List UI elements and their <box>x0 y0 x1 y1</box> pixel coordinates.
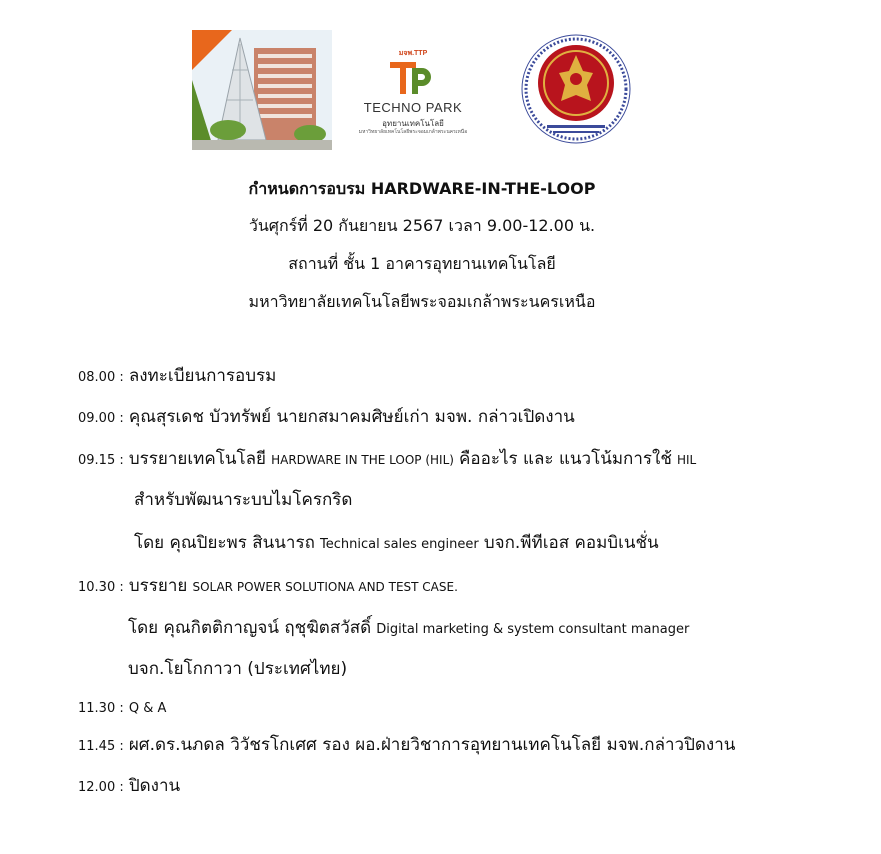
event-date: วันศุกร์ที่ 20 กันยายน 2567 เวลา 9.00-12.00 น. <box>248 216 596 235</box>
schedule-topic: HIL <box>676 453 697 467</box>
speaker-role: Technical sales engineer <box>319 537 479 552</box>
schedule-text: บรรยายเทคโนโลยี <box>128 449 266 469</box>
schedule-topic: SOLAR POWER SOLUTIONA AND TEST CASE. <box>192 580 458 594</box>
schedule-row-1030 <box>78 575 458 599</box>
schedule-time: 12.00 : <box>78 780 124 795</box>
event-title: กำหนดการอบรม HARDWARE-IN-THE-LOOP <box>248 179 596 198</box>
schedule-0915-line2 <box>134 489 352 511</box>
techno-park-tagline: มหาวิทยาลัยเทคโนโลยีพระจอมเกล้าพระนครเหนือ <box>358 129 468 135</box>
schedule-text: ผศ.ดร.นภดล วิวัชรโกเศศ รอง ผอ.ฝ่ายวิชาการอุทยานเทคโนโลยี มจพ.กล่าวปิดงาน <box>128 735 736 755</box>
schedule-row-1200 <box>78 775 180 799</box>
schedule-0915-speaker <box>134 532 659 556</box>
schedule-text: Q & A <box>128 701 167 716</box>
event-venue: สถานที่ ชั้น 1 อาคารอุทยานเทคโนโลยี <box>288 254 556 273</box>
techno-park-logo <box>358 48 468 143</box>
schedule-time: 10.30 : <box>78 580 124 595</box>
techno-park-brand: มจพ.TTP <box>398 50 428 57</box>
schedule-1030-company <box>128 658 347 680</box>
schedule-time: 11.30 : <box>78 701 124 716</box>
schedule-text: บรรยาย <box>128 576 188 596</box>
schedule-text: ลงทะเบียนการอบรม <box>128 366 277 386</box>
speaker-role: Digital marketing & system consultant manager <box>376 622 690 637</box>
speaker-company: บจก.โยโกกาวา (ประเทศไทย) <box>128 659 348 679</box>
schedule-text: คืออะไร และ แนวโน้มการใช้ <box>459 449 672 469</box>
schedule-time: 08.00 : <box>78 370 124 385</box>
schedule-text: คุณสุรเดช บัวทรัพย์ นายกสมาคมศิษย์เก่า มจพ. กล่าวเปิดงาน <box>128 407 575 427</box>
techno-park-name: TECHNO PARK <box>363 100 463 115</box>
schedule-text: สำหรับพัฒนาระบบไมโครกริด <box>134 490 353 510</box>
schedule-time: 11.45 : <box>78 739 124 754</box>
schedule-row-0915 <box>78 448 696 472</box>
university-seal-logo <box>517 33 635 145</box>
event-university: มหาวิทยาลัยเทคโนโลยีพระจอมเกล้าพระนครเหนือ <box>248 292 596 311</box>
schedule-row-0900 <box>78 406 575 430</box>
techno-park-subtitle: อุทยานเทคโนโลยี <box>382 119 444 128</box>
schedule-text: ปิดงาน <box>128 776 181 796</box>
schedule-row-1145 <box>78 734 735 758</box>
schedule-row-1130 <box>78 696 166 720</box>
schedule-topic: HARDWARE IN THE LOOP (HIL) <box>271 453 454 467</box>
schedule-time: 09.00 : <box>78 411 124 426</box>
speaker-name: โดย คุณปิยะพร สินนารถ <box>134 533 315 553</box>
speaker-company: บจก.พีทีเอส คอมบิเนชั่น <box>483 533 659 553</box>
schedule-time: 09.15 : <box>78 453 124 468</box>
tp-mark-icon <box>388 58 438 98</box>
schedule-row-0800 <box>78 365 276 389</box>
building-photo-logo <box>192 30 332 150</box>
schedule-1030-speaker <box>128 617 689 641</box>
speaker-name: โดย คุณกิตติกาญจน์ ฤชุฆิตสวัสดิ์ <box>128 618 372 638</box>
